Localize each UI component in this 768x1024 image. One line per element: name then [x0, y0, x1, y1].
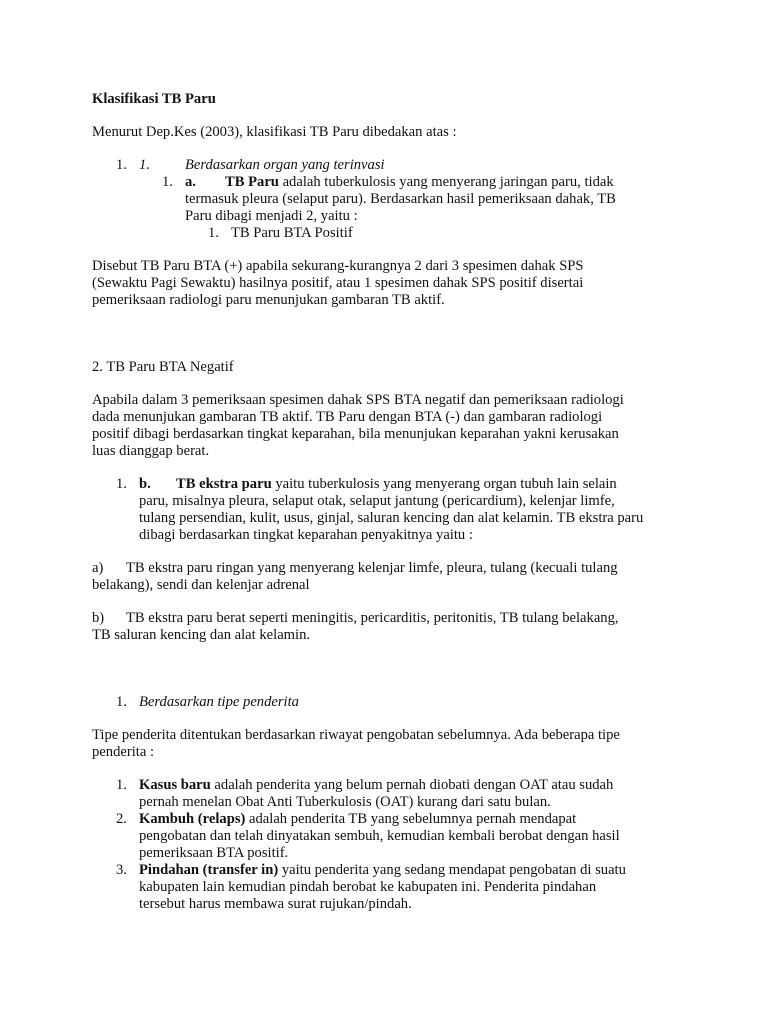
list-number: 1.	[116, 777, 127, 793]
list-number: 1.	[116, 694, 127, 710]
pindahan-line-2: kabupaten lain kemudian pindah berobat ke kabupaten ini. Penderita pindahan	[139, 879, 597, 895]
tb-ekstra-line-4: dibagi berdasarkan tingkat keparahan penyakitnya yaitu :	[139, 527, 473, 543]
bta-neg-line-1: Apabila dalam 3 pemeriksaan spesimen dahak SPS BTA negatif dan pemeriksaan radiologi	[92, 392, 624, 408]
section-heading-organ: Berdasarkan organ yang terinvasi	[185, 157, 385, 173]
kasus-baru-line-2: pernah menelan Obat Anti Tuberkulosis (OAT) kurang dari satu bulan.	[139, 794, 551, 810]
list-letter: a.	[185, 174, 196, 190]
bta-pos-line-2: (Sewaktu Pagi Sewaktu) hasilnya positif, atau 1 spesimen dahak SPS positif disertai	[92, 275, 584, 291]
ekstra-berat-line-1: TB ekstra paru berat seperti meningitis, pericarditis, peritonitis, TB tulang belakang,	[126, 610, 619, 626]
kambuh-line-1: Kambuh (relaps) adalah penderita TB yang sebelumnya pernah mendapat	[139, 811, 577, 827]
bta-neg-line-2: dada menunjukan gambaran TB aktif. TB Paru dengan BTA (-) dan gambaran radiologi	[92, 409, 603, 425]
kambuh-line-2: pengobatan dan telah dinyatakan sembuh, kemudian kembali berobat dengan hasil	[139, 828, 620, 844]
ekstra-ringan-line-1: TB ekstra paru ringan yang menyerang kelenjar limfe, pleura, tulang (kecuali tulang	[126, 560, 618, 576]
bta-pos-line-3: pemeriksaan radiologi paru menunjukan gambaran TB aktif.	[92, 292, 445, 308]
kambuh-line-3: pemeriksaan BTA positif.	[139, 845, 289, 861]
tb-paru-line-1: TB Paru adalah tuberkulosis yang menyerang jaringan paru, tidak	[225, 174, 614, 190]
list-number: 3.	[116, 862, 127, 878]
tipe-intro-line-2: penderita :	[92, 744, 154, 760]
list-number: 1.	[116, 476, 127, 492]
tb-ekstra-line-2: paru, misalnya pleura, selaput otak, selaput jantung (pericardium), kelenjar limfe,	[139, 493, 615, 509]
list-number: 1.	[116, 157, 127, 173]
bta-pos-line-1: Disebut TB Paru BTA (+) apabila sekurang-kurangnya 2 dari 3 spesimen dahak SPS	[92, 258, 584, 274]
sub-item-label: b)	[92, 610, 105, 626]
doc-title: Klasifikasi TB Paru	[92, 91, 216, 107]
bta-neg-line-3: positif dibagi berdasarkan tingkat keparahan, bila menunjukan keparahan yakni kerusakan	[92, 426, 619, 442]
tb-ekstra-line-3: tulang persendian, kulit, usus, ginjal, saluran kencing dan alat kelamin. TB ekstra paru	[139, 510, 644, 526]
sub-item-label: a)	[92, 560, 104, 576]
bta-neg-line-4: luas dianggap berat.	[92, 443, 210, 459]
bta-positif-heading: TB Paru BTA Positif	[231, 225, 353, 241]
kasus-baru-line-1: Kasus baru adalah penderita yang belum pernah diobati dengan OAT atau sudah	[139, 777, 614, 793]
list-number: 1.	[162, 174, 173, 190]
list-number: 1.	[208, 225, 219, 241]
pindahan-line-3: tersebut harus membawa surat rujukan/pindah.	[139, 896, 412, 912]
tb-paru-line-3: Paru dibagi menjadi 2, yaitu :	[185, 208, 358, 224]
list-number: 2.	[116, 811, 127, 827]
intro-paragraph: Menurut Dep.Kes (2003), klasifikasi TB Paru dibedakan atas :	[92, 124, 457, 140]
bta-negatif-heading: 2. TB Paru BTA Negatif	[92, 359, 234, 375]
tb-ekstra-line-1: TB ekstra paru yaitu tuberkulosis yang menyerang organ tubuh lain selain	[176, 476, 617, 492]
section-heading-tipe: Berdasarkan tipe penderita	[139, 694, 299, 710]
list-number-italic: 1.	[139, 157, 150, 173]
ekstra-ringan-line-2: belakang), sendi dan kelenjar adrenal	[92, 577, 310, 593]
tb-paru-line-2: termasuk pleura (selaput paru). Berdasarkan hasil pemeriksaan dahak, TB	[185, 191, 616, 207]
pindahan-line-1: Pindahan (transfer in) yaitu penderita yang sedang mendapat pengobatan di suatu	[139, 862, 626, 878]
ekstra-berat-line-2: TB saluran kencing dan alat kelamin.	[92, 627, 311, 643]
list-letter: b.	[139, 476, 151, 492]
tipe-intro-line-1: Tipe penderita ditentukan berdasarkan riwayat pengobatan sebelumnya. Ada beberapa tipe	[92, 727, 620, 743]
